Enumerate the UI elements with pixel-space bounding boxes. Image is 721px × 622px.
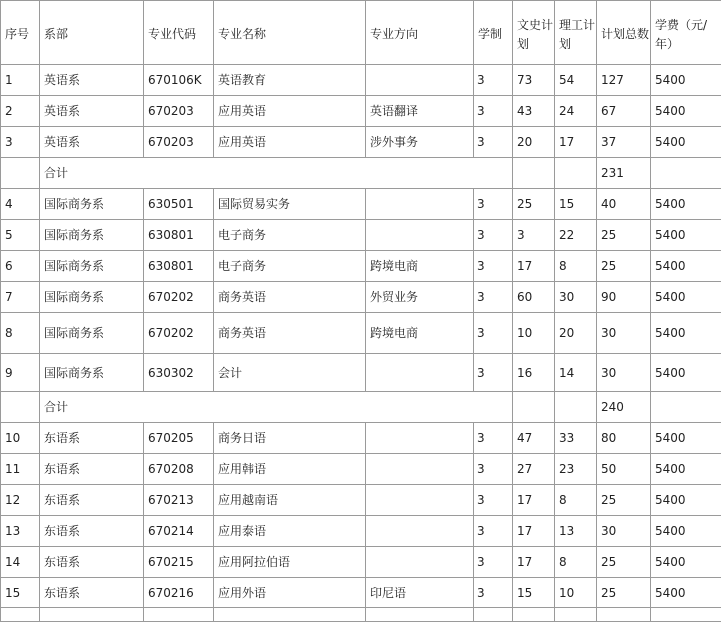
cell-years: 3	[474, 454, 513, 485]
cell-direction: 印尼语	[366, 578, 474, 608]
table-cell	[651, 392, 721, 423]
cell-fee: 5400	[651, 485, 721, 516]
subtotal-row	[1, 158, 721, 189]
table-cell	[214, 608, 366, 622]
table-row	[1, 578, 721, 608]
cell-code: 630801	[144, 220, 214, 251]
cell-dept: 英语系	[40, 127, 144, 158]
cell-dept: 国际商务系	[40, 282, 144, 313]
table-cell	[555, 158, 597, 189]
table-row	[1, 516, 721, 547]
header-cell: 理工计划	[555, 1, 597, 65]
cell-major: 应用外语	[214, 578, 366, 608]
cell-no: 5	[1, 220, 40, 251]
subtotal-row	[1, 392, 721, 423]
cell-total: 25	[597, 220, 651, 251]
cell-fee: 5400	[651, 282, 721, 313]
subtotal-label: 合计	[40, 158, 513, 189]
header-cell: 学费（元/年）	[651, 1, 721, 65]
cell-fee: 5400	[651, 547, 721, 578]
cell-total: 30	[597, 313, 651, 354]
cell-total: 30	[597, 516, 651, 547]
cell-code: 670213	[144, 485, 214, 516]
cell-sci: 10	[555, 578, 597, 608]
table-row	[1, 354, 721, 392]
table-row	[1, 608, 721, 622]
cell-no: 15	[1, 578, 40, 608]
cell-fee: 5400	[651, 251, 721, 282]
cell-dept: 东语系	[40, 423, 144, 454]
cell-major: 商务英语	[214, 313, 366, 354]
cell-no: 13	[1, 516, 40, 547]
cell-arts: 16	[513, 354, 555, 392]
cell-direction	[366, 423, 474, 454]
header-cell: 学制	[474, 1, 513, 65]
cell-sci: 33	[555, 423, 597, 454]
cell-no: 10	[1, 423, 40, 454]
cell-arts: 43	[513, 96, 555, 127]
cell-arts: 17	[513, 485, 555, 516]
cell-no: 11	[1, 454, 40, 485]
table-row	[1, 220, 721, 251]
cell-total: 30	[597, 354, 651, 392]
cell-arts: 27	[513, 454, 555, 485]
cell-years: 3	[474, 220, 513, 251]
header-cell: 计划总数	[597, 1, 651, 65]
cell-sci: 8	[555, 485, 597, 516]
header-cell: 专业名称	[214, 1, 366, 65]
cell-no: 9	[1, 354, 40, 392]
cell-total: 25	[597, 251, 651, 282]
cell-code: 670203	[144, 127, 214, 158]
table-cell	[555, 608, 597, 622]
cell-arts: 73	[513, 65, 555, 96]
subtotal-total: 231	[597, 158, 651, 189]
table-cell	[474, 608, 513, 622]
cell-arts: 60	[513, 282, 555, 313]
cell-direction	[366, 354, 474, 392]
cell-fee: 5400	[651, 354, 721, 392]
cell-fee: 5400	[651, 423, 721, 454]
table-cell	[555, 392, 597, 423]
cell-total: 80	[597, 423, 651, 454]
cell-sci: 13	[555, 516, 597, 547]
cell-fee: 5400	[651, 516, 721, 547]
cell-arts: 17	[513, 516, 555, 547]
cell-major: 应用越南语	[214, 485, 366, 516]
header-cell: 专业方向	[366, 1, 474, 65]
table-row	[1, 313, 721, 354]
cell-no: 1	[1, 65, 40, 96]
cell-direction: 涉外事务	[366, 127, 474, 158]
cell-sci: 20	[555, 313, 597, 354]
cell-no: 14	[1, 547, 40, 578]
cell-direction	[366, 65, 474, 96]
cell-direction: 跨境电商	[366, 251, 474, 282]
cell-sci: 22	[555, 220, 597, 251]
cell-years: 3	[474, 251, 513, 282]
cell-direction	[366, 189, 474, 220]
table-row	[1, 96, 721, 127]
cell-no: 7	[1, 282, 40, 313]
cell-total: 37	[597, 127, 651, 158]
cell-total: 90	[597, 282, 651, 313]
cell-no: 2	[1, 96, 40, 127]
cell-years: 3	[474, 578, 513, 608]
cell-sci: 30	[555, 282, 597, 313]
table-row	[1, 454, 721, 485]
cell-major: 会计	[214, 354, 366, 392]
cell-major: 商务英语	[214, 282, 366, 313]
cell-arts: 17	[513, 547, 555, 578]
cell-arts: 15	[513, 578, 555, 608]
cell-dept: 国际商务系	[40, 220, 144, 251]
cell-fee: 5400	[651, 313, 721, 354]
cell-direction: 英语翻译	[366, 96, 474, 127]
table-row	[1, 423, 721, 454]
cell-no: 8	[1, 313, 40, 354]
cell-arts: 10	[513, 313, 555, 354]
cell-sci: 54	[555, 65, 597, 96]
table-row	[1, 189, 721, 220]
cell-code: 670205	[144, 423, 214, 454]
cell-major: 电子商务	[214, 251, 366, 282]
cell-years: 3	[474, 127, 513, 158]
cell-total: 25	[597, 547, 651, 578]
cell-sci: 23	[555, 454, 597, 485]
table-row	[1, 485, 721, 516]
cell-direction	[366, 516, 474, 547]
table-cell	[40, 608, 144, 622]
cell-years: 3	[474, 485, 513, 516]
table-cell	[513, 608, 555, 622]
cell-major: 商务日语	[214, 423, 366, 454]
cell-arts: 47	[513, 423, 555, 454]
cell-no: 4	[1, 189, 40, 220]
cell-sci: 8	[555, 251, 597, 282]
cell-total: 67	[597, 96, 651, 127]
cell-major: 应用英语	[214, 127, 366, 158]
table-cell	[1, 608, 40, 622]
table-row	[1, 251, 721, 282]
cell-dept: 英语系	[40, 65, 144, 96]
cell-no: 3	[1, 127, 40, 158]
cell-sci: 15	[555, 189, 597, 220]
cell-code: 670203	[144, 96, 214, 127]
cell-arts: 25	[513, 189, 555, 220]
table-header-row	[1, 1, 721, 65]
subtotal-label: 合计	[40, 392, 513, 423]
table-cell	[597, 608, 651, 622]
table-cell	[513, 158, 555, 189]
cell-years: 3	[474, 189, 513, 220]
table-cell	[513, 392, 555, 423]
table-cell	[651, 608, 721, 622]
header-cell: 专业代码	[144, 1, 214, 65]
cell-dept: 英语系	[40, 96, 144, 127]
cell-direction: 外贸业务	[366, 282, 474, 313]
cell-major: 英语教育	[214, 65, 366, 96]
table-cell	[1, 158, 40, 189]
cell-major: 国际贸易实务	[214, 189, 366, 220]
cell-code: 670208	[144, 454, 214, 485]
table-cell	[1, 392, 40, 423]
cell-years: 3	[474, 313, 513, 354]
subtotal-total: 240	[597, 392, 651, 423]
cell-direction	[366, 485, 474, 516]
cell-fee: 5400	[651, 65, 721, 96]
header-cell: 序号	[1, 1, 40, 65]
cell-years: 3	[474, 423, 513, 454]
cell-dept: 东语系	[40, 516, 144, 547]
cell-years: 3	[474, 65, 513, 96]
cell-major: 应用阿拉伯语	[214, 547, 366, 578]
cell-sci: 24	[555, 96, 597, 127]
cell-sci: 14	[555, 354, 597, 392]
cell-total: 50	[597, 454, 651, 485]
cell-years: 3	[474, 354, 513, 392]
cell-major: 应用泰语	[214, 516, 366, 547]
cell-years: 3	[474, 96, 513, 127]
cell-years: 3	[474, 516, 513, 547]
cell-code: 670106K	[144, 65, 214, 96]
cell-fee: 5400	[651, 127, 721, 158]
cell-code: 630302	[144, 354, 214, 392]
cell-code: 630501	[144, 189, 214, 220]
cell-total: 25	[597, 578, 651, 608]
cell-code: 670202	[144, 282, 214, 313]
table-row	[1, 282, 721, 313]
cell-dept: 东语系	[40, 454, 144, 485]
cell-dept: 东语系	[40, 485, 144, 516]
table-row	[1, 547, 721, 578]
cell-arts: 20	[513, 127, 555, 158]
table-cell	[651, 158, 721, 189]
cell-arts: 17	[513, 251, 555, 282]
cell-direction	[366, 454, 474, 485]
table-cell	[144, 608, 214, 622]
cell-fee: 5400	[651, 578, 721, 608]
cell-fee: 5400	[651, 220, 721, 251]
cell-major: 应用英语	[214, 96, 366, 127]
cell-direction	[366, 547, 474, 578]
cell-years: 3	[474, 547, 513, 578]
cell-sci: 8	[555, 547, 597, 578]
cell-fee: 5400	[651, 189, 721, 220]
table-cell	[366, 608, 474, 622]
cell-total: 127	[597, 65, 651, 96]
cell-dept: 国际商务系	[40, 313, 144, 354]
cell-arts: 3	[513, 220, 555, 251]
cell-total: 40	[597, 189, 651, 220]
cell-major: 应用韩语	[214, 454, 366, 485]
cell-no: 6	[1, 251, 40, 282]
header-cell: 文史计划	[513, 1, 555, 65]
cell-sci: 17	[555, 127, 597, 158]
cell-code: 670216	[144, 578, 214, 608]
cell-major: 电子商务	[214, 220, 366, 251]
cell-dept: 国际商务系	[40, 251, 144, 282]
cell-direction: 跨境电商	[366, 313, 474, 354]
cell-dept: 国际商务系	[40, 354, 144, 392]
cell-direction	[366, 220, 474, 251]
cell-code: 670215	[144, 547, 214, 578]
cell-dept: 东语系	[40, 547, 144, 578]
table-row	[1, 127, 721, 158]
cell-code: 670202	[144, 313, 214, 354]
cell-no: 12	[1, 485, 40, 516]
cell-fee: 5400	[651, 96, 721, 127]
cell-code: 630801	[144, 251, 214, 282]
cell-total: 25	[597, 485, 651, 516]
cell-years: 3	[474, 282, 513, 313]
header-cell: 系部	[40, 1, 144, 65]
table-row	[1, 65, 721, 96]
cell-dept: 国际商务系	[40, 189, 144, 220]
cell-dept: 东语系	[40, 578, 144, 608]
cell-code: 670214	[144, 516, 214, 547]
cell-fee: 5400	[651, 454, 721, 485]
